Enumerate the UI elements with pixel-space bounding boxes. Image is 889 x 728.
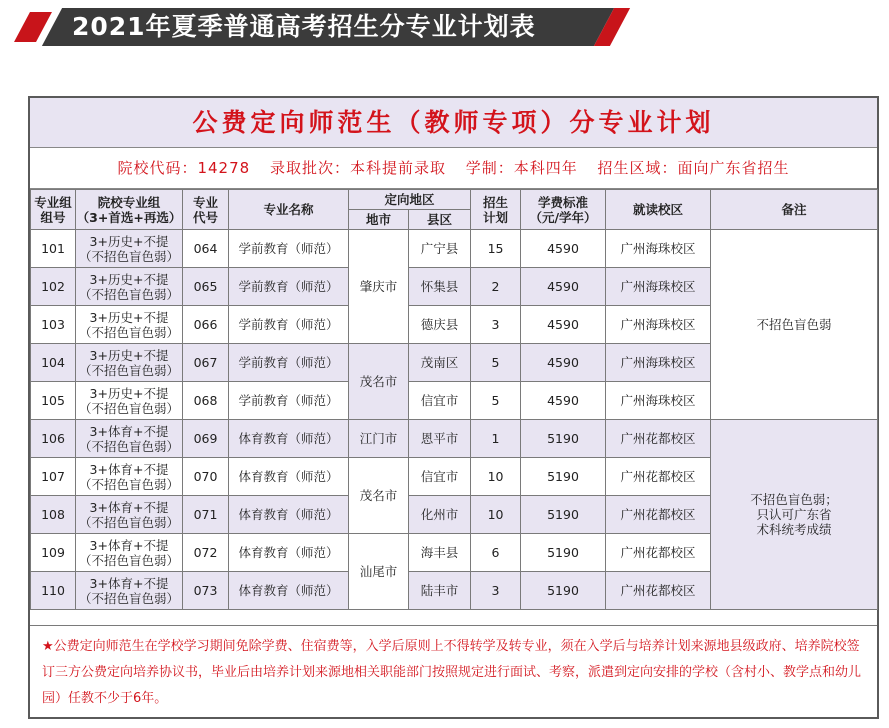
- cell-county: 信宜市: [409, 382, 471, 420]
- cell-county: 茂南区: [409, 344, 471, 382]
- cell-code: 073: [183, 572, 229, 610]
- cell-plan: 5: [471, 382, 521, 420]
- cell-campus: 广州海珠校区: [606, 382, 711, 420]
- cell-group-no: 106: [31, 420, 76, 458]
- cell-campus: 广州花都校区: [606, 496, 711, 534]
- cell-plan: 10: [471, 458, 521, 496]
- plan-table: [30, 189, 878, 610]
- enrollment-region: 招生区域：面向广东省招生: [597, 159, 790, 177]
- col-campus: 就读校区: [606, 190, 711, 230]
- col-plan: 招生 计划: [471, 190, 521, 230]
- cell-campus: 广州海珠校区: [606, 306, 711, 344]
- cell-county: 信宜市: [409, 458, 471, 496]
- cell-campus: 广州海珠校区: [606, 230, 711, 268]
- col-major-name: 专业名称: [229, 190, 349, 230]
- cell-county: 德庆县: [409, 306, 471, 344]
- cell-fee: 5190: [521, 496, 606, 534]
- plan-table-frame: [28, 96, 879, 719]
- footnote: ★公费定向师范生在学校学习期间免除学费、住宿费等，入学后原则上不得转学及转专业，须在入学后与培养计划来源地县级政府、培养院校签订三方公费定向培养协议书，毕业后由培养计划来源地相关职能部门按照规定进行面试、考察，派遣到定向安排的学校（含村小、教学点和幼儿园）任教不少于6年。: [30, 625, 877, 717]
- cell-plan: 15: [471, 230, 521, 268]
- cell-campus: 广州花都校区: [606, 572, 711, 610]
- cell-group: 3+历史+不提 （不招色盲色弱）: [76, 230, 183, 268]
- cell-fee: 4590: [521, 344, 606, 382]
- table-row: [31, 420, 878, 458]
- school-info: [30, 148, 877, 189]
- cell-group-no: 104: [31, 344, 76, 382]
- cell-group: 3+体育+不提 （不招色盲色弱）: [76, 458, 183, 496]
- cell-code: 068: [183, 382, 229, 420]
- cell-campus: 广州花都校区: [606, 458, 711, 496]
- cell-fee: 4590: [521, 306, 606, 344]
- cell-group-no: 105: [31, 382, 76, 420]
- cell-code: 065: [183, 268, 229, 306]
- cell-name: 体育教育（师范）: [229, 534, 349, 572]
- cell-code: 067: [183, 344, 229, 382]
- cell-county: 广宁县: [409, 230, 471, 268]
- cell-city: 江门市: [349, 420, 409, 458]
- cell-group: 3+历史+不提 （不招色盲色弱）: [76, 268, 183, 306]
- col-group: 院校专业组 （3+首选+再选）: [76, 190, 183, 230]
- school-code: 院校代码：14278: [117, 159, 251, 177]
- cell-group: 3+体育+不提 （不招色盲色弱）: [76, 420, 183, 458]
- cell-fee: 5190: [521, 534, 606, 572]
- cell-code: 071: [183, 496, 229, 534]
- cell-group-no: 101: [31, 230, 76, 268]
- banner: [22, 8, 614, 42]
- cell-name: 体育教育（师范）: [229, 458, 349, 496]
- cell-group-no: 107: [31, 458, 76, 496]
- col-major-code: 专业 代号: [183, 190, 229, 230]
- cell-group-no: 110: [31, 572, 76, 610]
- cell-code: 072: [183, 534, 229, 572]
- cell-group-no: 103: [31, 306, 76, 344]
- col-city: 地市: [349, 210, 409, 230]
- cell-group-no: 102: [31, 268, 76, 306]
- cell-campus: 广州花都校区: [606, 420, 711, 458]
- admission-batch: 录取批次：本科提前录取: [269, 159, 446, 177]
- cell-fee: 5190: [521, 572, 606, 610]
- cell-remark: 不招色盲色弱: [711, 230, 878, 420]
- cell-name: 学前教育（师范）: [229, 306, 349, 344]
- cell-fee: 5190: [521, 420, 606, 458]
- cell-city: 汕尾市: [349, 534, 409, 610]
- cell-city: 茂名市: [349, 344, 409, 420]
- col-area: 定向地区: [349, 190, 471, 210]
- cell-name: 体育教育（师范）: [229, 420, 349, 458]
- cell-name: 体育教育（师范）: [229, 496, 349, 534]
- cell-county: 陆丰市: [409, 572, 471, 610]
- cell-group: 3+体育+不提 （不招色盲色弱）: [76, 572, 183, 610]
- table-title: 公费定向师范生（教师专项）分专业计划: [30, 98, 877, 148]
- col-group-no: 专业组 组号: [31, 190, 76, 230]
- cell-group-no: 109: [31, 534, 76, 572]
- col-remark: 备注: [711, 190, 878, 230]
- cell-group: 3+历史+不提 （不招色盲色弱）: [76, 306, 183, 344]
- cell-name: 体育教育（师范）: [229, 572, 349, 610]
- cell-plan: 3: [471, 306, 521, 344]
- cell-remark: 不招色盲色弱； 只认可广东省 术科统考成绩: [711, 420, 878, 610]
- cell-plan: 1: [471, 420, 521, 458]
- table-row: [31, 230, 878, 268]
- cell-fee: 4590: [521, 382, 606, 420]
- cell-campus: 广州花都校区: [606, 534, 711, 572]
- col-fee: 学费标准 （元/学年）: [521, 190, 606, 230]
- cell-city: 肇庆市: [349, 230, 409, 344]
- study-duration: 学制：本科四年: [465, 159, 578, 177]
- cell-plan: 2: [471, 268, 521, 306]
- cell-name: 学前教育（师范）: [229, 268, 349, 306]
- cell-fee: 5190: [521, 458, 606, 496]
- page-title: 2021年夏季普通高考招生分专业计划表: [72, 12, 536, 41]
- cell-campus: 广州海珠校区: [606, 268, 711, 306]
- cell-campus: 广州海珠校区: [606, 344, 711, 382]
- cell-code: 064: [183, 230, 229, 268]
- cell-fee: 4590: [521, 230, 606, 268]
- col-county: 县区: [409, 210, 471, 230]
- cell-group-no: 108: [31, 496, 76, 534]
- cell-group: 3+体育+不提 （不招色盲色弱）: [76, 496, 183, 534]
- cell-county: 化州市: [409, 496, 471, 534]
- cell-county: 恩平市: [409, 420, 471, 458]
- cell-county: 怀集县: [409, 268, 471, 306]
- cell-fee: 4590: [521, 268, 606, 306]
- cell-city: 茂名市: [349, 458, 409, 534]
- cell-plan: 10: [471, 496, 521, 534]
- cell-code: 066: [183, 306, 229, 344]
- cell-code: 069: [183, 420, 229, 458]
- cell-plan: 5: [471, 344, 521, 382]
- cell-name: 学前教育（师范）: [229, 382, 349, 420]
- cell-plan: 6: [471, 534, 521, 572]
- cell-code: 070: [183, 458, 229, 496]
- cell-name: 学前教育（师范）: [229, 230, 349, 268]
- cell-group: 3+历史+不提 （不招色盲色弱）: [76, 344, 183, 382]
- cell-plan: 3: [471, 572, 521, 610]
- cell-county: 海丰县: [409, 534, 471, 572]
- cell-group: 3+历史+不提 （不招色盲色弱）: [76, 382, 183, 420]
- cell-group: 3+体育+不提 （不招色盲色弱）: [76, 534, 183, 572]
- cell-name: 学前教育（师范）: [229, 344, 349, 382]
